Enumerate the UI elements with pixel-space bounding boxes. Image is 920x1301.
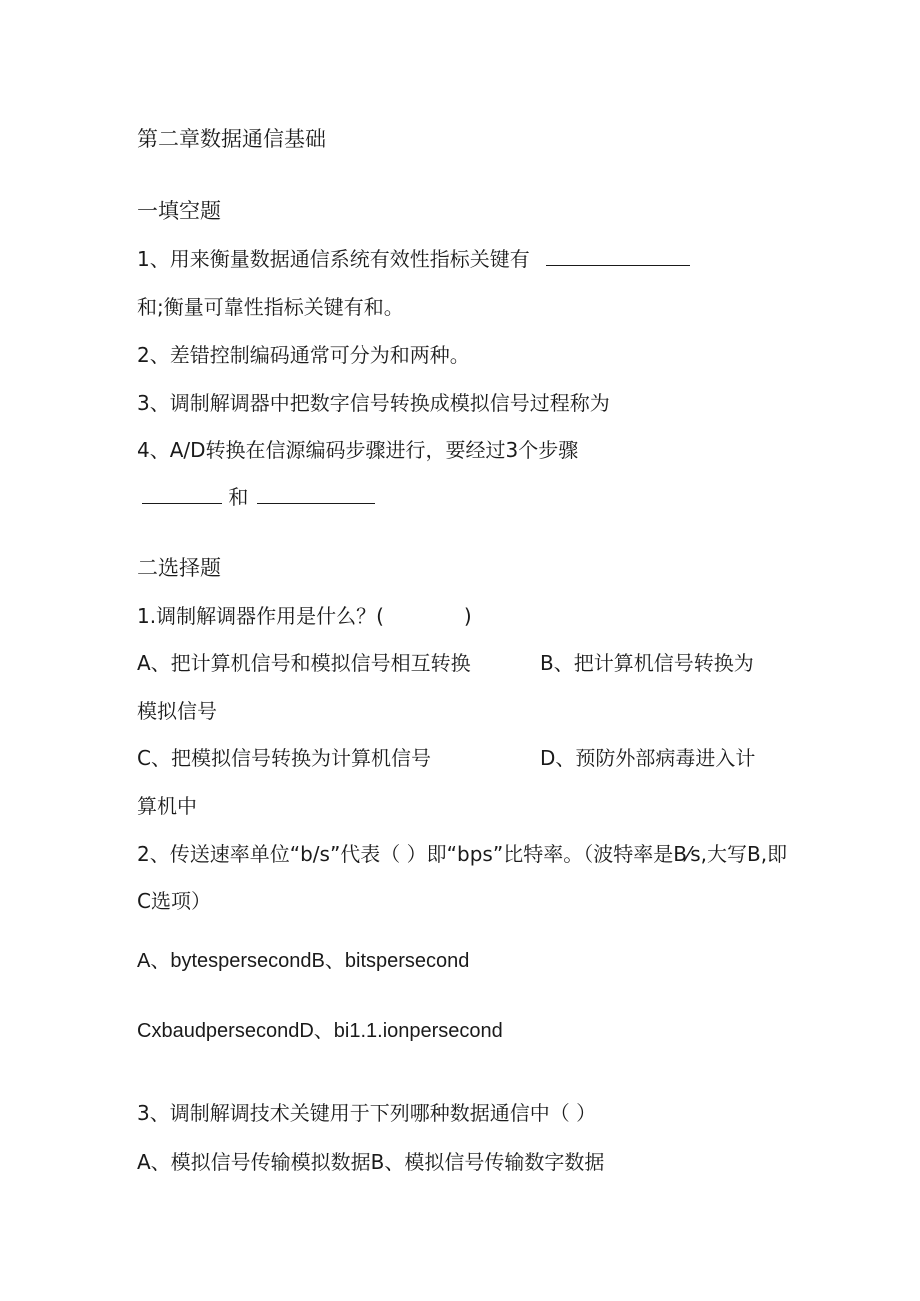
answer-blank xyxy=(142,485,222,504)
section-title-multiple-choice: 二选择题 xyxy=(137,556,221,580)
choice-2-options-cd: CxbaudpersecondD、bi1.1.ionpersecond xyxy=(137,1020,503,1042)
answer-blank xyxy=(257,485,375,504)
choice-question-2-continued: C选项） xyxy=(137,889,211,913)
fill-question-1-text: 1、用来衡量数据通信系统有效性指标关键有 xyxy=(137,247,530,271)
fill-question-2: 2、差错控制编码通常可分为和两种。 xyxy=(137,343,470,367)
choice-question-2: 2、传送速率单位“b/s”代表（ ）即“bps”比特率。（波特率是B⁄s,大写B,即 xyxy=(137,842,788,866)
answer-blank xyxy=(546,247,690,266)
choice-question-3: 3、调制解调技术关键用于下列哪种数据通信中（ ） xyxy=(137,1101,597,1125)
choice-1-option-c: C、把模拟信号转换为计算机信号 xyxy=(137,746,431,770)
fill-question-1-continued: 和;衡量可靠性指标关键有和。 xyxy=(137,295,404,319)
fill-question-1 xyxy=(137,246,690,272)
chapter-title: 第二章数据通信基础 xyxy=(137,127,326,151)
conjunction-text: 和 xyxy=(228,485,249,509)
choice-1-option-b: B、把计算机信号转换为 xyxy=(540,651,754,675)
fill-question-3: 3、调制解调器中把数字信号转换成模拟信号过程称为 xyxy=(137,391,610,415)
choice-1-option-b-continued: 模拟信号 xyxy=(137,699,217,723)
section-title-fill-blank: 一填空题 xyxy=(137,199,221,223)
choice-2-options-ab: A、bytespersecondB、bitspersecond xyxy=(137,950,470,972)
fill-question-4: 4、A/D转换在信源编码步骤进行，要经过3个步骤 xyxy=(137,438,579,462)
choice-3-options-ab: A、模拟信号传输模拟数据B、模拟信号传输数字数据 xyxy=(137,1150,605,1174)
choice-question-1: 1.调制解调器作用是什么？( ) xyxy=(137,604,472,628)
choice-1-option-d-continued: 算机中 xyxy=(137,794,197,818)
fill-question-4-blanks xyxy=(142,484,375,510)
choice-1-option-d: D、预防外部病毒进入计 xyxy=(540,746,756,770)
choice-1-option-a: A、把计算机信号和模拟信号相互转换 xyxy=(137,651,471,675)
